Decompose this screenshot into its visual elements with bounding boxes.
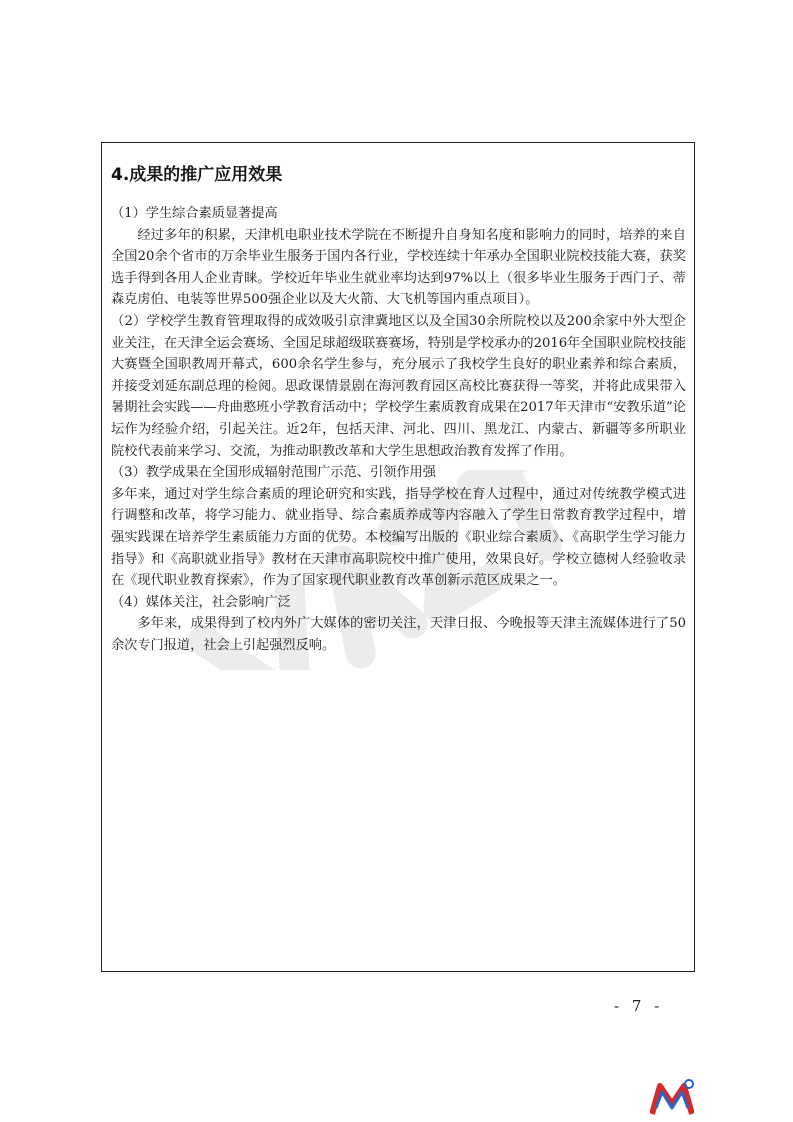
section-body bbox=[111, 203, 686, 656]
subheading-4: （4）媒体关注，社会影响广泛 bbox=[111, 594, 291, 610]
paragraph-3: 多年来，通过对学生综合素质的理论研究和实践，指导学校在育人过程中，通过对传统教学模式进行调整和改革，将学习能力、就业指导、综合素质养成等内容融入了学生日常教育教学过程中，增强实践课在培养学生素质能力方面的优势。本校编写出版的《职业综合素质》、《高职学生学习能力指导》和《高职就业指导》教材在天津市高职院校中推广使用，效果良好。学校立德树人经验收录在《现代职业教育探索》，作为了国家现代职业教育改革创新示范区成果之一。 bbox=[111, 486, 686, 589]
paragraph-1: 经过多年的积累，天津机电职业技术学院在不断提升自身知名度和影响力的同时，培养的来自全国20余个省市的万余毕业生服务于国内各行业，学校连续十年承办全国职业院校技能大赛，获奖选手得到各用人企业青睐。学校近年毕业生就业率均达到97%以上（很多毕业生服务于西门子、蒂森克虏伯、电装等世界500强企业以及大火箭、大飞机等国内重点项目）。 bbox=[111, 227, 686, 308]
logo-icon bbox=[650, 1078, 694, 1116]
paragraph-4: 多年来，成果得到了校内外广大媒体的密切关注，天津日报、今晚报等天津主流媒体进行了50余次专门报道，社会上引起强烈反响。 bbox=[111, 616, 686, 653]
section-heading: 4.成果的推广应用效果 bbox=[111, 165, 283, 185]
subheading-1: （1）学生综合素质显著提高 bbox=[111, 206, 278, 221]
page-number: - 7 - bbox=[614, 997, 664, 1015]
paragraph-2: （2）学校学生教育管理取得的成效吸引京津冀地区以及全国30余所院校以及200余家中外大型企业关注，在天津全运会赛场、全国足球超级联赛赛场，特别是学校承办的2016年全国职业院校技能大赛暨全国职教周开幕式，600余名学生参与，充分展示了我校学生良好的职业素养和综合素质，并接受刘延东副总理的检阅。思政课情景剧在海河教育园区高校比赛获得一等奖，并将此成果带入暑期社会实践——舟曲憨班小学教育活动中；学校学生素质教育成果在2017年天津市“安教乐道”论坛作为经验介绍，引起关注。近2年，包括天津、河北、四川、黑龙江、内蒙古、新疆等多所职业院校代表前来学习、交流，为推动职教改革和大学生思想政治教育发挥了作用。 bbox=[111, 313, 686, 459]
subheading-3: （3）教学成果在全国形成辐射范围广示范、引领作用强 bbox=[111, 465, 436, 481]
